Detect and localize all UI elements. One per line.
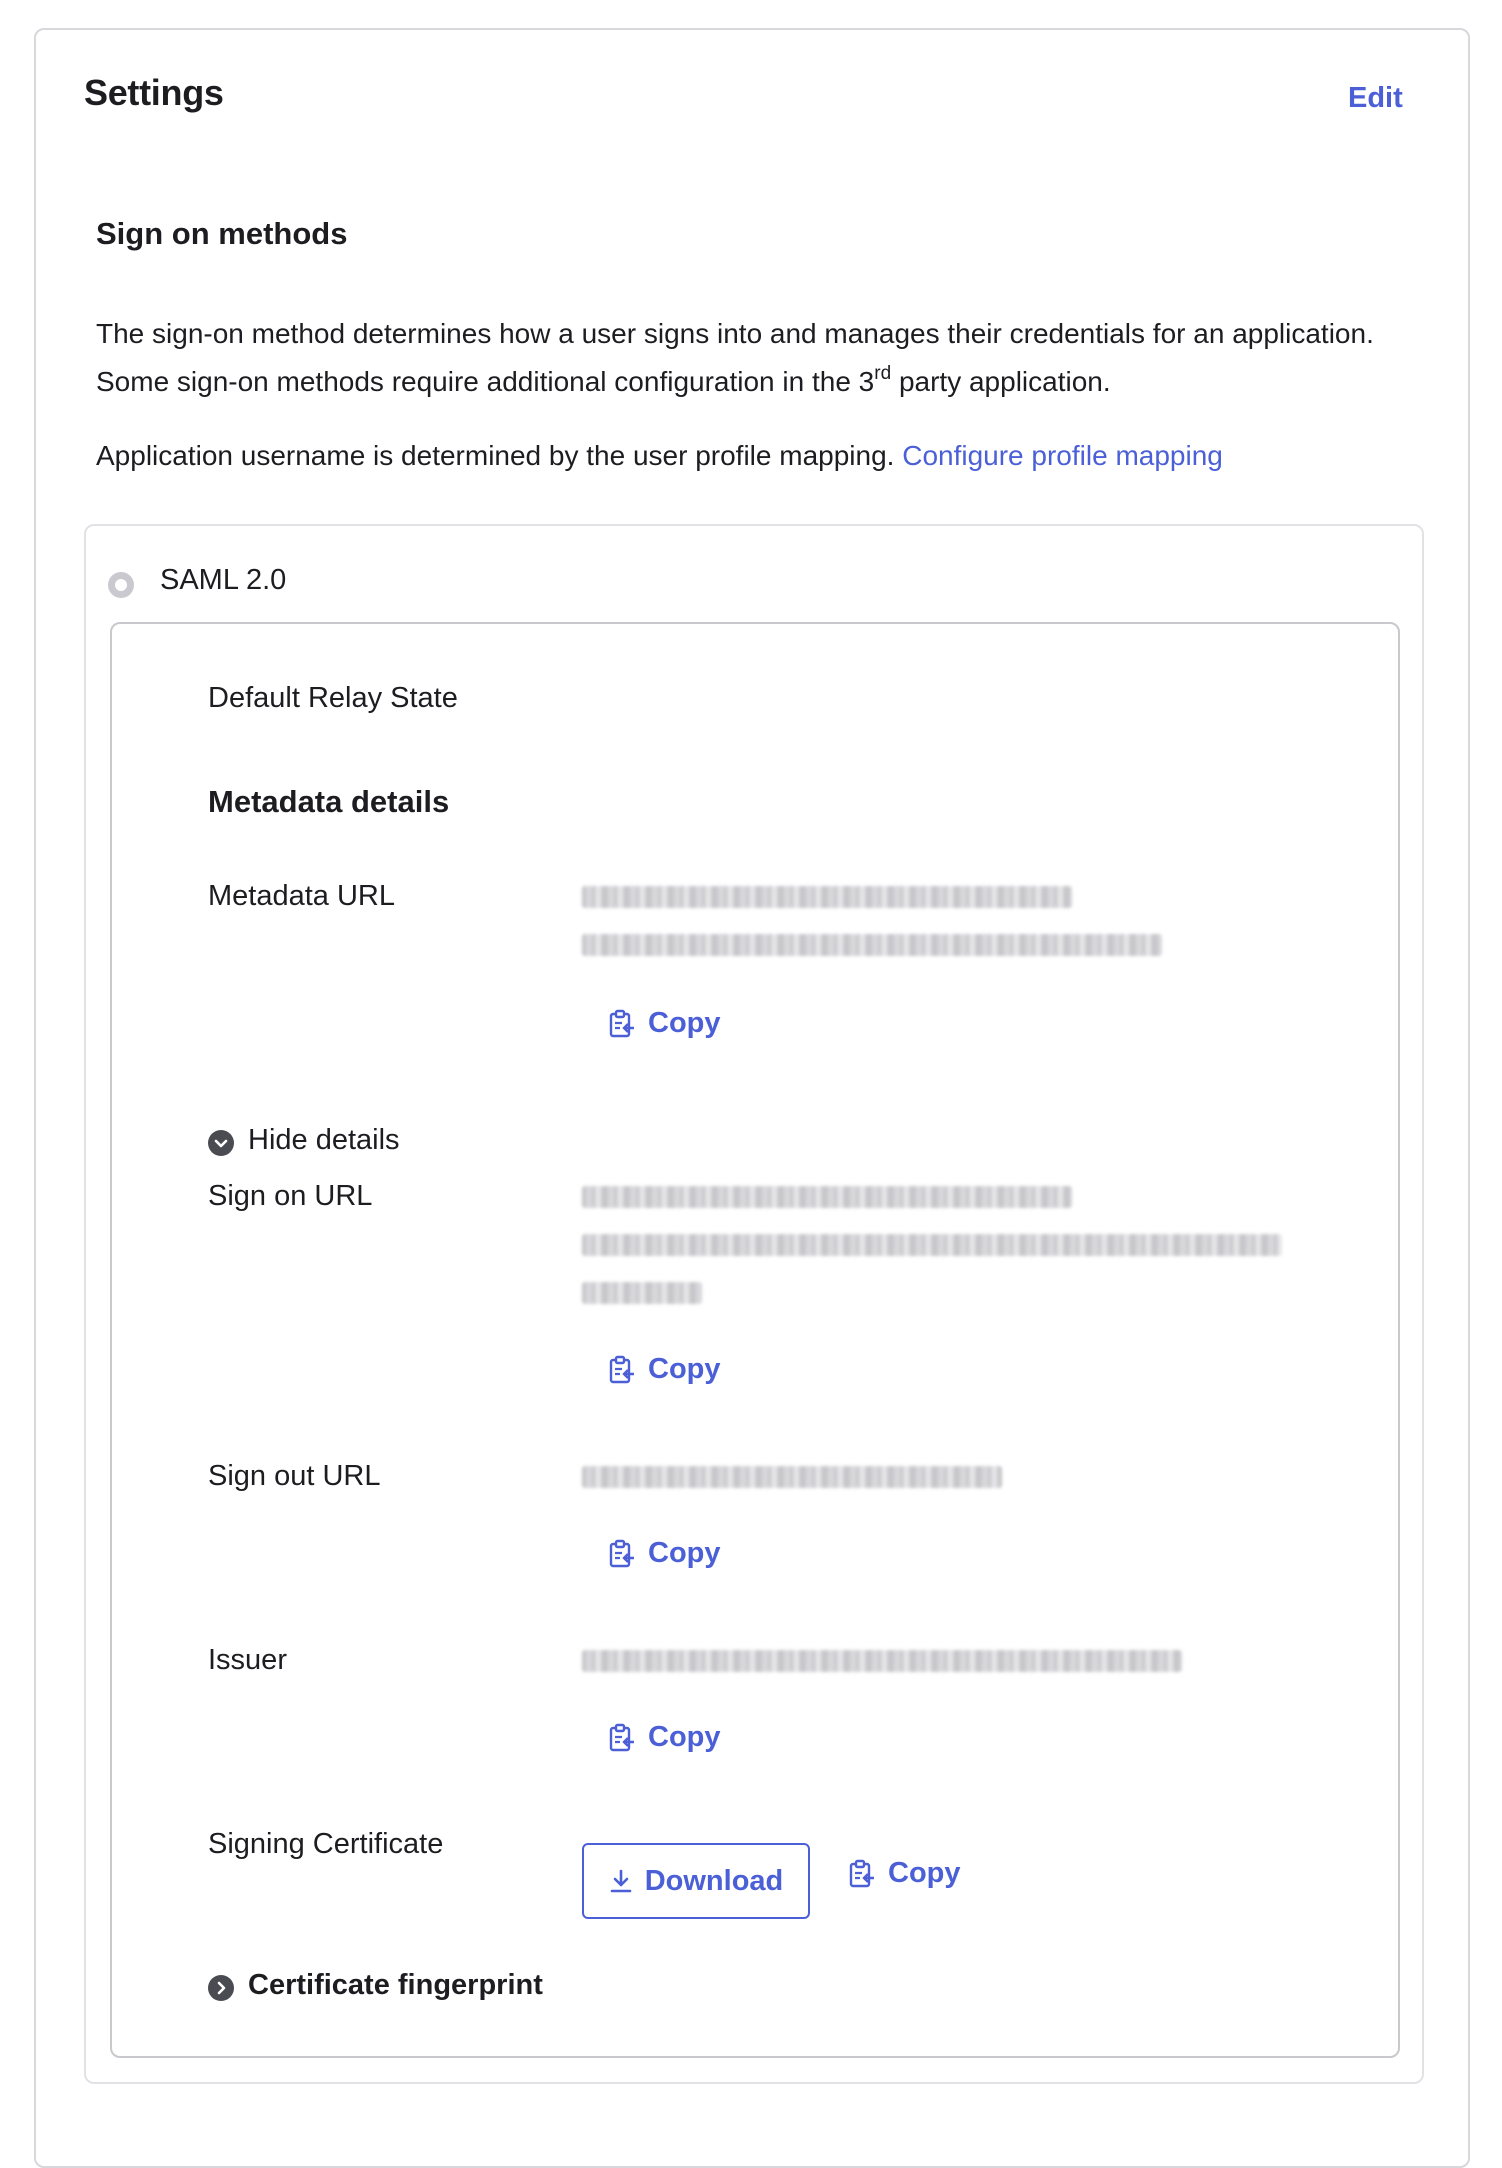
edit-button[interactable]: Edit: [1348, 82, 1403, 114]
chevron-down-circle-icon[interactable]: [208, 1130, 234, 1156]
sign-on-url-value-line2: [582, 1234, 1282, 1256]
copy-label: Copy: [648, 1537, 721, 1569]
saml-method-panel: [84, 524, 1424, 2084]
profile-mapping-text: Application username is determined by the user profile mapping.: [96, 440, 903, 471]
sign-out-url-label: Sign out URL: [208, 1460, 381, 1492]
metadata-url-value: [582, 886, 1072, 908]
ordinal-suffix: rd: [874, 363, 892, 384]
download-label: Download: [644, 1864, 784, 1897]
clipboard-copy-icon: [608, 1009, 636, 1039]
issuer-label: Issuer: [208, 1644, 287, 1676]
hide-details-toggle[interactable]: Hide details: [248, 1124, 400, 1156]
sign-on-url-value-line3: [582, 1282, 702, 1304]
sign-on-url-value: [582, 1186, 1072, 1208]
metadata-url-label: Metadata URL: [208, 880, 395, 912]
copy-label: Copy: [648, 1721, 721, 1753]
copy-metadata-url-button[interactable]: [608, 1007, 721, 1040]
clipboard-copy-icon: [848, 1859, 876, 1889]
profile-mapping-note: [96, 432, 1223, 480]
copy-label: Copy: [648, 1353, 721, 1385]
sign-on-description-text: The sign-on method determines how a user signs into and manages their credentials for an application. Some sign-on methods require additional configuration in the 3: [96, 318, 1374, 397]
sign-on-description: [96, 310, 1436, 406]
copy-sign-out-url-button[interactable]: [608, 1537, 721, 1570]
copy-issuer-button[interactable]: [608, 1721, 721, 1754]
configure-profile-mapping-link[interactable]: Configure profile mapping: [902, 440, 1223, 471]
metadata-url-value-line2: [582, 934, 1162, 956]
sign-on-description-end: party application.: [891, 366, 1111, 397]
copy-label: Copy: [888, 1857, 961, 1889]
default-relay-state-label: Default Relay State: [208, 682, 458, 714]
clipboard-copy-icon: [608, 1539, 636, 1569]
saml-radio[interactable]: [108, 572, 134, 598]
clipboard-copy-icon: [608, 1355, 636, 1385]
saml-method-label: SAML 2.0: [160, 564, 287, 596]
sign-out-url-value: [582, 1466, 1002, 1488]
issuer-value: [582, 1650, 1182, 1672]
sign-on-methods-heading: Sign on methods: [96, 216, 348, 251]
metadata-details-heading: Metadata details: [208, 784, 450, 819]
page-title: Settings: [84, 72, 224, 113]
copy-certificate-button[interactable]: [848, 1857, 961, 1890]
certificate-fingerprint-toggle[interactable]: Certificate fingerprint: [248, 1969, 543, 2001]
download-certificate-button[interactable]: [582, 1843, 810, 1919]
sign-on-url-label: Sign on URL: [208, 1180, 373, 1212]
copy-label: Copy: [648, 1007, 721, 1039]
settings-card: [34, 28, 1470, 2168]
chevron-right-circle-icon[interactable]: [208, 1975, 234, 2001]
copy-sign-on-url-button[interactable]: [608, 1353, 721, 1386]
download-icon: [609, 1868, 633, 1894]
signing-certificate-label: Signing Certificate: [208, 1828, 444, 1860]
clipboard-copy-icon: [608, 1723, 636, 1753]
saml-details-panel: [110, 622, 1400, 2058]
